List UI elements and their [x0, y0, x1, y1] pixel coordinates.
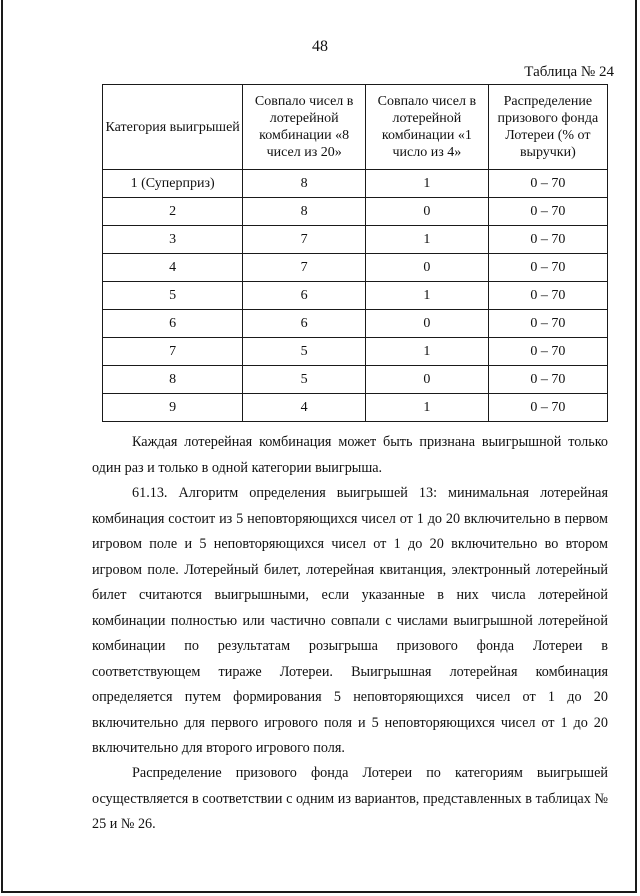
cell-prize-share: 0 – 70: [488, 198, 607, 226]
table-row: [103, 254, 608, 282]
cell-prize-share: 0 – 70: [488, 366, 607, 394]
page-number: 48: [312, 38, 328, 55]
cell-match-8-of-20: 5: [243, 338, 366, 366]
cell-match-8-of-20: 5: [243, 366, 366, 394]
cell-category: 5: [103, 282, 243, 310]
paragraph-algorithm-13: 61.13. Алгоритм определения выигрышей 13: минимальная лотерейная комбинация состоит из 5 неповторяющихся чисел от 1 до 20 включительно в первом игровом поле и 5 неповторяющихся чисел от 1 до 20 включительно во втором игровом поле. Лотерейный билет, лотерейная квитанция, электронный лотерейный билет считаются выигрышными, если указанные в них числа лотерейной комбинации полностью или частично совпали с числами выигрышной лотерейной комбинации по результатам розыгрыша призового фонда Лотереи в соответствующем тираже Лотереи. Выигрышная лотерейная комбинация определяется путем формирования 5 неповторяющихся чисел от 1 до 20 включительно для первого игрового поля и 5 неповторяющихся чисел от 1 до 20 включительно для второго игрового поля.: [92, 485, 608, 756]
table-row: [103, 310, 608, 338]
cell-prize-share: 0 – 70: [488, 226, 607, 254]
cell-category: 4: [103, 254, 243, 282]
table-row: [103, 394, 608, 422]
table-row: [103, 366, 608, 394]
cell-match-8-of-20: 8: [243, 170, 366, 198]
header-prize-share: Распределение призового фонда Лотереи (% от выручки): [488, 85, 607, 170]
cell-category: 3: [103, 226, 243, 254]
cell-match-1-of-4: 1: [366, 226, 489, 254]
cell-match-8-of-20: 4: [243, 394, 366, 422]
cell-category: 7: [103, 338, 243, 366]
table-row: [103, 170, 608, 198]
table-header-row: [103, 85, 608, 170]
cell-prize-share: 0 – 70: [488, 282, 607, 310]
table-row: [103, 198, 608, 226]
header-match-1-of-4: Совпало чисел в лотерейной комбинации «1 число из 4»: [366, 85, 489, 170]
cell-match-1-of-4: 0: [366, 310, 489, 338]
paragraph-prize-distribution: Распределение призового фонда Лотереи по категориям выигрышей осуществляется в соответствии с одним из вариантов, представленных в таблицах № 25 и № 26.: [92, 765, 608, 832]
cell-match-1-of-4: 1: [366, 282, 489, 310]
cell-prize-share: 0 – 70: [488, 338, 607, 366]
cell-match-8-of-20: 6: [243, 310, 366, 338]
cell-category: 6: [103, 310, 243, 338]
cell-match-8-of-20: 8: [243, 198, 366, 226]
header-category: Категория выигрышей: [103, 85, 243, 170]
cell-match-8-of-20: 7: [243, 226, 366, 254]
cell-match-1-of-4: 0: [366, 254, 489, 282]
table-row: [103, 226, 608, 254]
prize-distribution-table: [102, 84, 608, 422]
cell-prize-share: 0 – 70: [488, 254, 607, 282]
cell-category: 2: [103, 198, 243, 226]
cell-match-8-of-20: 6: [243, 282, 366, 310]
cell-match-1-of-4: 1: [366, 338, 489, 366]
paragraph-single-win-note: Каждая лотерейная комбинация может быть признана выигрышной только один раз и только в одной категории выигрыша.: [92, 434, 608, 476]
table-row: [103, 282, 608, 310]
cell-prize-share: 0 – 70: [488, 394, 607, 422]
cell-prize-share: 0 – 70: [488, 310, 607, 338]
header-match-8-of-20: Совпало чисел в лотерейной комбинации «8 чисел из 20»: [243, 85, 366, 170]
cell-prize-share: 0 – 70: [488, 170, 607, 198]
cell-match-1-of-4: 0: [366, 198, 489, 226]
table-row: [103, 338, 608, 366]
cell-category: 9: [103, 394, 243, 422]
cell-match-1-of-4: 1: [366, 394, 489, 422]
cell-match-8-of-20: 7: [243, 254, 366, 282]
cell-category: 8: [103, 366, 243, 394]
cell-match-1-of-4: 0: [366, 366, 489, 394]
table-caption: Таблица № 24: [524, 64, 614, 80]
cell-match-1-of-4: 1: [366, 170, 489, 198]
cell-category: 1 (Суперприз): [103, 170, 243, 198]
